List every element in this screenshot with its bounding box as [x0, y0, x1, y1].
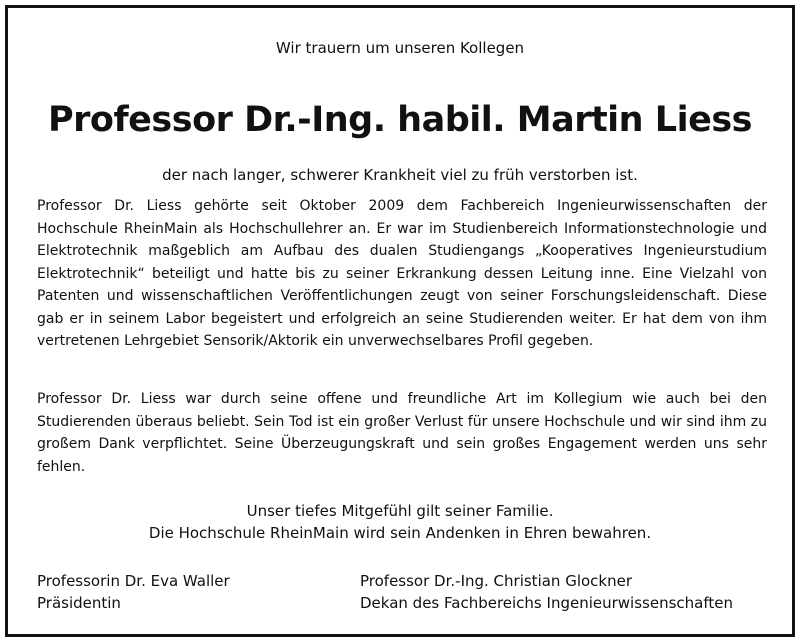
signature-president	[37, 570, 230, 614]
signature-name: Professor Dr.-Ing. Christian Glockner	[360, 572, 633, 590]
tribute-paragraph: Professor Dr. Liess war durch seine offene und freundliche Art im Kollegium wie auch bei den Studierenden überaus beliebt. Sein Tod ist ein großer Verlust für unsere Hochschule und wir sind ihm zu großem Dank verpflichtet. Seine Überzeugungskraft und sein großes Engagement werden uns sehr fehlen.	[37, 391, 767, 475]
closing-block	[8, 500, 792, 544]
signature-role: Dekan des Fachbereichs Ingenieurwissenschaften	[360, 594, 733, 612]
signature-role: Präsidentin	[37, 594, 121, 612]
deceased-name: Professor Dr.-Ing. habil. Martin Liess	[47, 100, 752, 140]
remembrance-line: Die Hochschule RheinMain wird sein Andenken in Ehren bewahren.	[148, 524, 652, 542]
subline: der nach langer, schwerer Krankheit viel zu früh verstorben ist.	[162, 166, 638, 184]
intro-line: Wir trauern um unseren Kollegen	[275, 39, 525, 57]
signature-name: Professorin Dr. Eva Waller	[37, 572, 230, 590]
signature-dean	[360, 570, 733, 614]
obituary-notice	[5, 5, 795, 637]
condolence-line: Unser tiefes Mitgefühl gilt seiner Familie.	[246, 502, 554, 520]
biography-paragraph: Professor Dr. Liess gehörte seit Oktober 2009 dem Fachbereich Ingenieurwissenschaften der Hochschule RheinMain als Hochschullehrer an. Er war im Studienbereich Informationstechnologie und Elektrotechnik maßgeblich am Aufbau des dualen Studiengangs „Kooperatives Ingenieurstudium Elektrotechnik“ beteiligt und hatte bis zu seiner Erkrankung dessen Leitung inne. Eine Vielzahl von Patenten und wissenschaftlichen Veröffentlichungen zeugt von seiner Forschungsleidenschaft. Diese gab er in seinem Labor begeistert und erfolgreich an seine Studierenden weiter. Er hat dem von ihm vertretenen Lehrgebiet Sensorik/Aktorik ein unverwechselbares Profil gegeben.	[37, 198, 767, 349]
